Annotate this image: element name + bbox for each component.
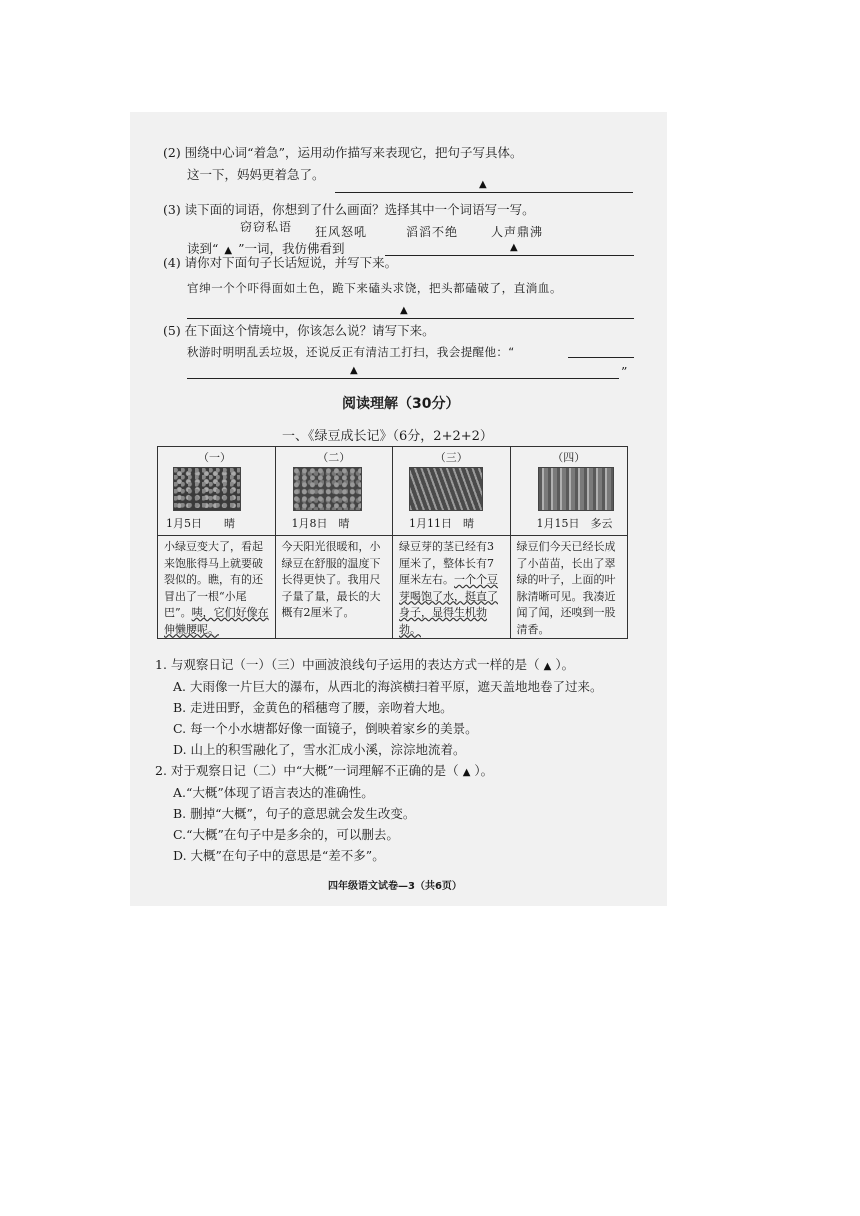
- q2-triangle-mark: ▲: [479, 179, 487, 190]
- q2-prompt: (2) 围绕中心词“着急”，运用动作描写来表现它，把句子写具体。: [163, 145, 523, 160]
- mc1-stem-text: 1. 与观察日记（一）（三）中画波浪线句子运用的表达方式一样的是（: [155, 657, 540, 672]
- q3-triangle-mark: ▲: [510, 242, 518, 253]
- section-subtitle: [282, 425, 493, 444]
- q4-triangle-mark: ▲: [400, 305, 408, 316]
- section-subtitle-prefix: 一、: [282, 429, 309, 444]
- mc2-stem-end: ）。: [474, 763, 494, 778]
- q3-word-blank-mark[interactable]: ▲: [224, 245, 233, 256]
- diary-photo-2: [293, 467, 362, 511]
- diary-photo-4: [538, 467, 614, 511]
- q3-lead-open: 读到“: [187, 241, 219, 256]
- mc2-stem: [155, 763, 493, 781]
- q3-lead-close: ”一词，我仿佛看到: [238, 241, 345, 256]
- q3-word-4: 人声鼎沸: [491, 225, 544, 239]
- diary-date-1: 1月5日 晴: [166, 517, 235, 530]
- diary-photo-1: [173, 467, 241, 511]
- diary-text-3-plain: 绿豆芽的茎已经有3厘米了，整体长有7厘米左右。: [399, 540, 494, 586]
- q5-answer-line-1[interactable]: [568, 357, 634, 358]
- mc2-stem-text: 2. 对于观察日记（二）中“大概”一词理解不正确的是（: [155, 763, 459, 778]
- diary-photo-3: [409, 467, 483, 511]
- mc2-answer-blank[interactable]: ▲: [462, 767, 471, 778]
- q4-sentence: 官绅一个个吓得面如土色，跪下来磕头求饶，把头都磕破了，直淌血。: [187, 281, 563, 295]
- diary-text-row: [158, 536, 628, 639]
- exam-page-scan: [130, 112, 667, 906]
- diary-text-2: [275, 536, 393, 639]
- diary-date-2: 1月8日 晴: [291, 517, 350, 530]
- mc1-option-c[interactable]: C. 每一个小水塘都好像一面镜子，倒映着家乡的美景。: [173, 721, 478, 736]
- q3-word-2: 狂风怒吼: [315, 225, 368, 239]
- q2-sentence: 这一下，妈妈更着急了。: [187, 167, 325, 182]
- mc1-stem-end: ）。: [555, 657, 575, 672]
- q4-answer-line[interactable]: [187, 318, 634, 319]
- diary-text-2-plain: 今天阳光很暖和，小绿豆在舒服的温度下长得更快了。我用尺子量了量，最长的大概有2厘米了。: [281, 540, 381, 619]
- diary-text-4: [510, 536, 628, 639]
- q3-answer-line[interactable]: [385, 255, 634, 256]
- diary-num-1: （一）: [198, 451, 231, 464]
- diary-head-1: [158, 447, 276, 536]
- diary-date-4: 1月15日 多云: [536, 517, 613, 530]
- q2-answer-line[interactable]: [335, 192, 633, 193]
- diary-num-3: （三）: [434, 451, 468, 464]
- diary-head-4: [510, 447, 628, 536]
- diary-header-row: [158, 447, 628, 536]
- mc2-option-d[interactable]: D. 大概”在句子中的意思是“差不多”。: [173, 848, 385, 863]
- diary-table: [157, 446, 628, 639]
- diary-text-4-plain: 绿豆们今天已经长成了小苗苗，长出了翠绿的叶子，上面的叶脉清晰可见。我凑近闻了闻，还嗅到一股清香。: [516, 540, 616, 636]
- mc1-stem: [155, 657, 574, 675]
- diary-num-4: （四）: [552, 451, 586, 464]
- q5-answer-line-2[interactable]: [187, 378, 619, 379]
- diary-head-3: [393, 447, 511, 536]
- diary-head-2: [275, 447, 393, 536]
- q5-close-quote: ”: [621, 364, 628, 379]
- diary-num-2: （二）: [317, 451, 351, 464]
- q3-word-1: 窃窃私语: [240, 220, 293, 234]
- diary-text-1-wavy: 咦，它们好像在伸懒腰呢。: [164, 606, 269, 636]
- diary-text-3: [393, 536, 511, 639]
- mc1-option-b[interactable]: B. 走进田野，金黄色的稻穗弯了腰，亲吻着大地。: [173, 700, 453, 715]
- diary-text-1-plain: 小绿豆变大了，看起来饱胀得马上就要破裂似的。瞧，有的还冒出了一根“小尾巴”。: [164, 540, 263, 619]
- q5-context: 秋游时明明乱丢垃圾，还说反正有清洁工打扫，我会提醒他：“: [187, 345, 515, 359]
- mc1-option-a[interactable]: A. 大雨像一片巨大的瀑布，从西北的海滨横扫着平原，遮天盖地地卷了过来。: [173, 679, 603, 694]
- diary-text-3-wavy: 一个个豆芽喝饱了水，挺直了身子，显得生机勃勃。: [399, 573, 498, 636]
- q5-prompt: (5) 在下面这个情境中，你该怎么说？请写下来。: [163, 323, 435, 338]
- mc2-option-a[interactable]: A.“大概”体现了语言表达的准确性。: [173, 785, 374, 800]
- section-title: 阅读理解（30分）: [342, 396, 460, 412]
- q3-word-3: 滔滔不绝: [406, 225, 459, 239]
- mc2-option-b[interactable]: B. 删掉“大概”，句子的意思就会发生改变。: [173, 806, 416, 821]
- q3-prompt: (3) 读下面的词语，你想到了什么画面？选择其中一个词语写一写。: [163, 202, 535, 217]
- mc2-option-c[interactable]: C.“大概”在句子中是多余的，可以删去。: [173, 827, 399, 842]
- diary-date-3: 1月11日 晴: [409, 517, 474, 530]
- diary-text-1: [158, 536, 276, 639]
- mc1-answer-blank[interactable]: ▲: [543, 661, 552, 672]
- section-subtitle-book: 《绿豆成长记》: [308, 429, 393, 444]
- q5-triangle-mark: ▲: [350, 365, 358, 376]
- q4-prompt: (4) 请你对下面句子长话短说，并写下来。: [163, 255, 398, 270]
- mc1-option-d[interactable]: D. 山上的积雪融化了，雪水汇成小溪，淙淙地流着。: [173, 742, 466, 757]
- page-footer: 四年级语文试卷—3（共6页）: [328, 881, 462, 892]
- section-subtitle-points: （6分，2+2+2）: [392, 429, 493, 444]
